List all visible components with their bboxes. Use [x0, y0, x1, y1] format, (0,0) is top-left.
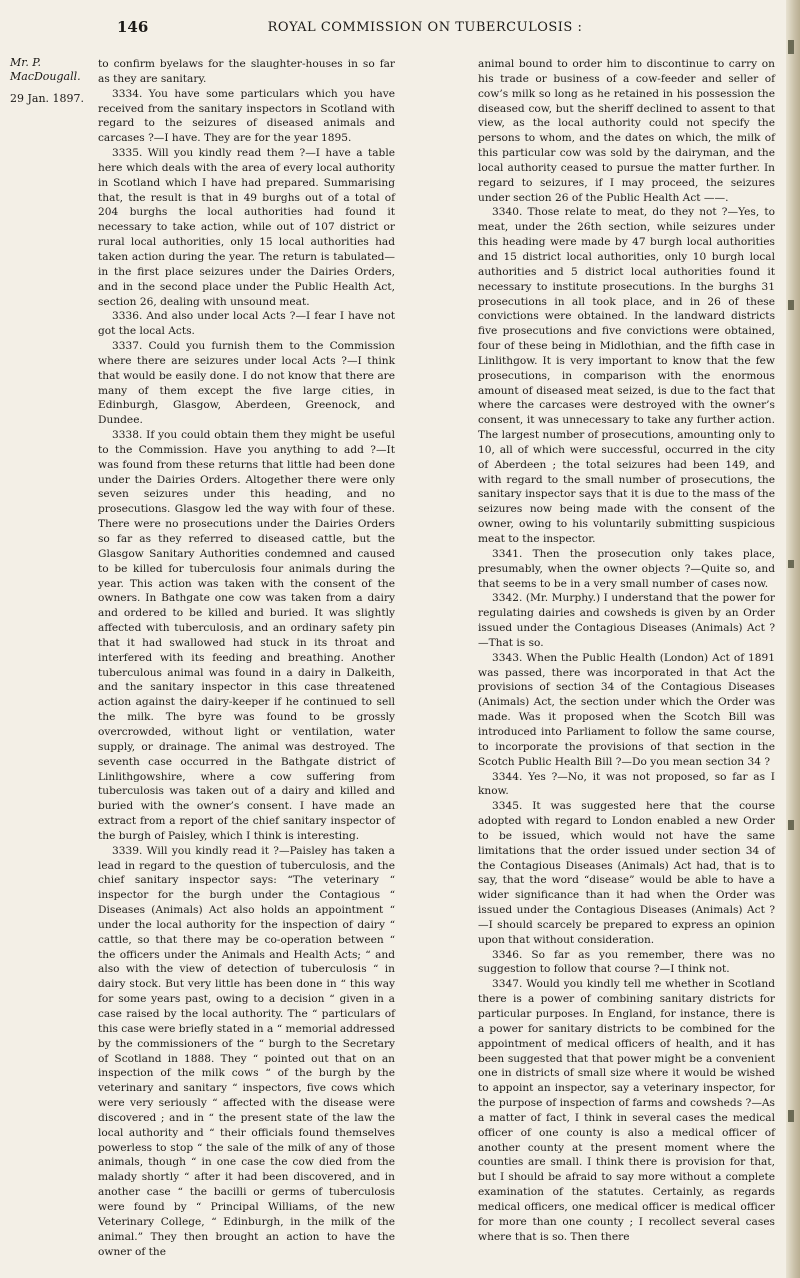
- paragraph: 3339. Will you kindly read it ?—Paisley has taken a lead in regard to the question of tuberculosis, and the chief sanitary inspector says: “The veterinary “ inspector for the burgh under the Contagious “ Diseases (Animals) Act also holds an appointment “ under the local authority for the inspection of dairy “ cattle, so that there may be co-operation between “ the officers under the Animals and Health Acts; “ and also with the view of detection of tuberculosis “ in dairy stock. But very little has been done in “ this way for some years past, owing to a decision “ given in a case raised by the local authority. The “ particulars of this case were briefly stated in a “ memorial addressed by the commissioners of the “ burgh to the Secretary of Scotland in 1888. They “ pointed out that on an inspection of the milk cows “ of the burgh by the veterinary and sanitary “ inspectors, five cows which were very seriously “ affected with the disease were discovered ; and in “ the present state of the law the local authority and “ their officials found themselves powerless to stop “ the sale of the milk of any of those animals, though “ in one case the cow died from the malady shortly “ after it had been discovered, and in another case “ the bacilli or germs of tuberculosis were found by “ Principal Williams, of the new Veterinary College, “ Edinburgh, in the milk of the animal.” They then brought an action to have the owner of the: [98, 844, 395, 1258]
- page-number: 146: [117, 18, 149, 36]
- witness-label: Mr. P.: [10, 56, 41, 69]
- page-header: [0, 18, 800, 42]
- paragraph: to confirm byelaws for the slaughter-houses in so far as they are sanitary.: [98, 58, 395, 85]
- paragraph: 3341. Then the prosecution only takes place, presumably, when the owner objects ?—Quite so, and that seems to be in a very small number of cases now.: [478, 547, 775, 590]
- paragraph: 3334. You have some particulars which you have received from the sanitary inspectors in Scotland with regard to the seizures of diseased animals and carcases ?—I have. They are for the year 1895.: [98, 87, 395, 145]
- right-text-column: [478, 57, 775, 1245]
- left-text-column: [98, 57, 395, 1259]
- paragraph: 3345. It was suggested here that the course adopted with regard to London enabled a new Order to be issued, which would not have the same limitations that the order issued under section 34 of the Contagious Diseases (Animals) Act had, that is to say, that the word “disease” would be able to have a wider significance than it had when the Order was issued under the Contagious Diseases (Animals) Act ?—I should scarcely be prepared to express an opinion upon that without consideration.: [478, 800, 775, 946]
- margin-note: [10, 56, 85, 106]
- paragraph: 3344. Yes ?—No, it was not proposed, so far as I know.: [478, 770, 775, 798]
- paragraph: 3347. Would you kindly tell me whether in Scotland there is a power of combining sanitary districts for particular purposes. In England, for instance, there is a power for sanitary districts to be combined for the appointment of medical officers of health, and it has been suggested that that power might be a convenient one in districts of small size where it would be wished to appoint an inspector, say a veterinary inspector, for the purpose of inspection of farms and cowsheds ?—As a matter of fact, I think in several cases the medical officer of one county is also a medical officer of another county at the present moment where the counties are small. I think there is provision for that, but I should be afraid to say more without a complete examination of the statutes. Certainly, as regards medical officers, one medical officer is medical officer for more than one county ; I recollect several cases where that is so. Then there: [478, 978, 775, 1243]
- paragraph: 3335. Will you kindly read them ?—I have a table here which deals with the area of every local authority in Scotland which I have had prepared. Summarising that, the result is that in 49 burghs out of a total of 204 burghs the local authorities had found it necessary to take action, while out of 107 district or rural local authorities, only 15 local authorities had taken action during the year. The return is tabulated—in the first place seizures under the Dairies Orders, and in the second place under the Public Health Act, section 26, dealing with unsound meat.: [98, 147, 395, 308]
- edge-mark: [788, 560, 794, 568]
- witness-name: MacDougall.: [10, 70, 81, 83]
- paragraph: 3336. And also under local Acts ?—I fear I have not got the local Acts.: [98, 310, 395, 338]
- edge-mark: [788, 820, 794, 830]
- edge-mark: [788, 1110, 794, 1122]
- edge-mark: [788, 40, 794, 54]
- running-title: ROYAL COMMISSION ON TUBERCULOSIS :: [267, 20, 583, 35]
- paragraph: 3343. When the Public Health (London) Act of 1891 was passed, there was incorporated in that Act the provisions of section 34 of the Contagious Diseases (Animals) Act, the section under which the Order was made. Was it proposed when the Scotch Bill was introduced into Parliament to follow the same course, to incorporate the provisions of that section in the Scotch Public Health Bill ?—Do you mean section 34 ?: [478, 651, 775, 768]
- paragraph: 3346. So far as you remember, there was no suggestion to follow that course ?—I think not.: [478, 948, 775, 976]
- paragraph: 3337. Could you furnish them to the Commission where there are seizures under local Acts ?—I think that would be easily done. I do not know that there are many of them except the five large cities, in Edinburgh, Glasgow, Aberdeen, Greenock, and Dundee.: [98, 340, 395, 427]
- paragraph: animal bound to order him to discontinue to carry on his trade or business of a cow-feeder and seller of cow’s milk so long as he retained in his possession the diseased cow, but the sheriff declined to assent to that view, as the local authority could not specify the persons to whom, and the dates on which, the milk of this particular cow was sold by the dairyman, and the local authority ceased to pursue the matter further. In regard to seizures, if I may proceed, the seizures under section 26 of the Public Health Act ——.: [478, 58, 775, 204]
- page-edge: [786, 0, 800, 1278]
- paragraph: 3342. (Mr. Murphy.) I understand that the power for regulating dairies and cowsheds is given by an Order issued under the Contagious Diseases (Animals) Act ?—That is so.: [478, 592, 775, 649]
- paragraph: 3338. If you could obtain them they might be useful to the Commission. Have you anything to add ?—It was found from these returns that little had been done under the Dairies Orders. Altogether there were only seven seizures under this heading, and no prosecutions. Glasgow led the way with four of these. There were no prosecutions under the Dairies Orders so far as they referred to diseased cattle, but the Glasgow Sanitary Authorities condemned and caused to be killed for tuberculosis four animals during the year. This action was taken with the consent of the owners. In Bathgate one cow was taken from a dairy and ordered to be killed and buried. It was slightly affected with tuberculosis, and an ordinary safety pin that it had swallowed had stuck in its throat and interfered with its feeding and breathing. Another tuberculous animal was found in a dairy in Dalkeith, and the sanitary inspector in this case threatened action against the dairy-keeper if he continued to sell the milk. The byre was found to be grossly overcrowded, without light or ventilation, water supply, or drainage. The animal was destroyed. The seventh case occurred in the Bathgate district of Linlithgowshire, where a cow suffering from tuberculosis was taken out of a dairy and killed and buried with the owner’s consent. I have made an extract from a report of the chief sanitary inspector of the burgh of Paisley, which I think is interesting.: [98, 429, 395, 842]
- hearing-date: 29 Jan. 1897.: [10, 92, 85, 105]
- paragraph: 3340. Those relate to meat, do they not ?—Yes, to meat, under the 26th section, while seizures under this heading were made by 47 burgh local authorities and 15 district local authorities, only 10 burgh local authorities and 5 district local authorities found it necessary to institute prosecutions. In the burghs 31 prosecutions in all took place, and in 26 of these convictions were obtained. In the landward districts five prosecutions and five convictions were obtained, four of these being in Midlothian, and the fifth case in Linlithgow. It is very important to know that the few prosecutions, in comparison with the enormous amount of diseased meat seized, is due to the fact that where the carcases were destroyed with the owner’s consent, it was unnecessary to take any further action. The largest number of prosecutions, amounting only to 10, all of which were successful, occurred in the city of Aberdeen ; the total seizures had been 149, and with regard to the small number of prosecutions, the sanitary inspector says that it is due to the mass of the seizures now being made with the consent of the owner, owing to his voluntarily submitting suspicious meat to the inspector.: [478, 206, 775, 545]
- edge-mark: [788, 300, 794, 310]
